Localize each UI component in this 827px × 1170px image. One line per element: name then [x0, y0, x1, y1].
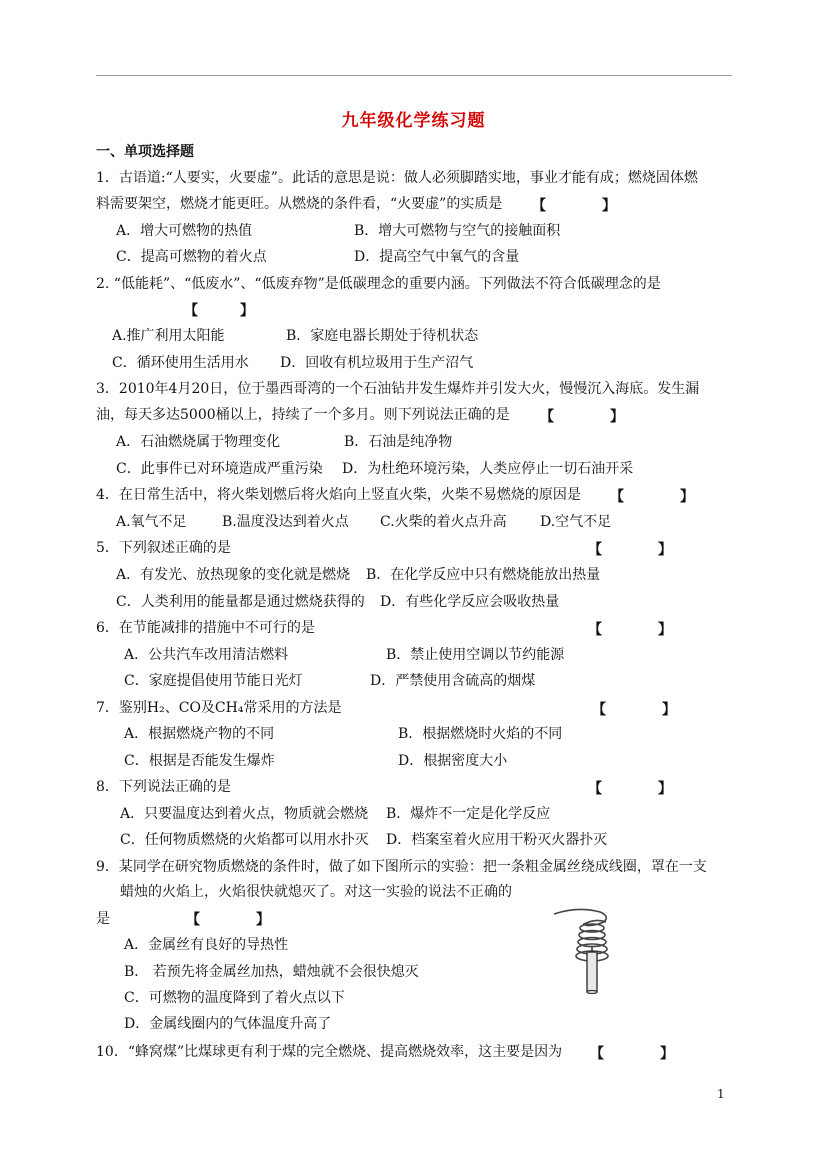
header-rule — [96, 75, 732, 76]
q3-option-d: D．为杜绝环境污染，人类应停止一切石油开采 — [342, 461, 634, 477]
q7-option-d: D．根据密度大小 — [398, 753, 508, 769]
q2-stem-line1: 2. “低能耗”、“低废水”、“低废弃物”是低碳理念的重要内涵。下列做法不符合低碳理念的是 — [96, 276, 661, 292]
q8-stem-line1: 8．下列说法正确的是 — [96, 779, 231, 795]
q3-option-b: B．石油是纯净物 — [344, 434, 453, 450]
q4-option-c: C.火柴的着火点升高 — [380, 514, 507, 530]
q7-option-a: A．根据燃烧产物的不同 — [124, 726, 275, 742]
q1-option-b: B．增大可燃物与空气的接触面积 — [354, 223, 561, 239]
q5-option-a: A．有发光、放热现象的变化就是燃烧 — [116, 567, 351, 583]
q9-stem-line2: 蜡烛的火焰上，火焰很快就熄灭了。对这一实验的说法不正确的 — [120, 884, 512, 900]
q6-option-b: B．禁止使用空调以节约能源 — [386, 647, 565, 663]
q9-option-a: A．金属丝有良好的导热性 — [124, 937, 289, 953]
q2-option-c: C．循环使用生活用水 — [112, 355, 249, 371]
q8-answer-bracket: 【 】 — [588, 781, 672, 797]
q7-option-b: B．根据燃烧时火焰的不同 — [398, 726, 563, 742]
q7-option-c: C．根据是否能发生爆炸 — [124, 753, 275, 769]
page-number: 1 — [717, 1087, 725, 1101]
q8-option-c: C．任何物质燃烧的火焰都可以用水扑灭 — [120, 832, 369, 848]
q1-option-c: C．提高可燃物的着火点 — [116, 249, 267, 265]
q9-option-d: D．金属线圈内的气体温度升高了 — [124, 1016, 332, 1032]
q8-option-d: D．档案室着火应用干粉灭火器扑灭 — [386, 832, 608, 848]
q5-stem-line1: 5．下列叙述正确的是 — [96, 540, 231, 556]
q10-stem-line1: 10．“蜂窝煤”比煤球更有利于煤的完全燃烧、提高燃烧效率，这主要是因为 — [96, 1044, 563, 1060]
q1-stem-line2: 料需要架空，燃烧才能更旺。从燃烧的条件看，“火要虚”的实质是 — [96, 196, 503, 212]
q9-stem-line3: 是 — [96, 911, 110, 927]
q9-option-b: B． 若预先将金属丝加热，蜡烛就不会很快熄灭 — [124, 964, 419, 980]
coil-candle-figure — [548, 902, 618, 998]
q7-stem-line1: 7．鉴别H₂、CO及CH₄常采用的方法是 — [96, 700, 342, 716]
q5-answer-bracket: 【 】 — [588, 542, 672, 558]
q5-option-b: B．在化学反应中只有燃烧能放出热量 — [366, 567, 601, 583]
q1-option-a: A．增大可燃物的热值 — [116, 223, 253, 239]
q2-option-b: B．家庭电器长期处于待机状态 — [286, 328, 479, 344]
q4-stem-line1: 4．在日常生活中，将火柴划燃后将火焰向上竖直火柴，火柴不易燃烧的原因是 — [96, 487, 581, 503]
q2-answer-bracket: 【 】 — [184, 303, 254, 319]
q4-answer-bracket: 【 】 — [610, 489, 694, 505]
q3-answer-bracket: 【 】 — [540, 409, 624, 425]
q6-answer-bracket: 【 】 — [588, 622, 672, 638]
q8-option-a: A．只要温度达到着火点，物质就会燃烧 — [120, 806, 369, 822]
q5-option-c: C．人类利用的能量都是通过燃烧获得的 — [116, 594, 365, 610]
q6-stem-line1: 6．在节能减排的措施中不可行的是 — [96, 620, 315, 636]
page-title: 九年级化学练习题 — [341, 111, 486, 131]
q4-option-d: D.空气不足 — [540, 514, 612, 530]
q1-answer-bracket: 【 】 — [532, 198, 616, 214]
q8-option-b: B．爆炸不一定是化学反应 — [386, 806, 551, 822]
q2-option-a: A.推广利用太阳能 — [112, 328, 225, 344]
q10-answer-bracket: 【 】 — [590, 1046, 674, 1062]
q9-stem-line1: 9．某同学在研究物质燃烧的条件时，做了如下图所示的实验：把一条粗金属丝绕成线圈，罩在一支 — [96, 859, 707, 875]
q4-option-a: A.氧气不足 — [116, 514, 187, 530]
q7-answer-bracket: 【 】 — [592, 702, 676, 718]
section-heading: 一、单项选择题 — [96, 144, 194, 160]
q3-option-a: A．石油燃烧属于物理变化 — [116, 434, 281, 450]
q3-stem-line2: 油，每天多达5000桶以上，持续了一个多月。则下列说法正确的是 — [96, 407, 510, 423]
q3-stem-line1: 3．2010年4月20日，位于墨西哥湾的一个石油钻井发生爆炸并引发大火，慢慢沉入海底。发生漏 — [96, 381, 700, 397]
q6-option-d: D．严禁使用含硫高的烟煤 — [370, 673, 536, 689]
q5-option-d: D．有些化学反应会吸收热量 — [380, 594, 560, 610]
q3-option-c: C．此事件已对环境造成严重污染 — [116, 461, 323, 477]
q9-option-c: C．可燃物的温度降到了着火点以下 — [124, 990, 345, 1006]
q2-option-d: D．回收有机垃圾用于生产沼气 — [280, 355, 474, 371]
q1-stem-line1: 1．古语道:“人要实，火要虚”。此话的意思是说：做人必须脚踏实地，事业才能有成；燃烧固体燃 — [96, 170, 698, 186]
q1-option-d: D．提高空气中氧气的含量 — [354, 249, 520, 265]
q6-option-a: A．公共汽车改用清洁燃料 — [124, 647, 289, 663]
q6-option-c: C．家庭提倡使用节能日光灯 — [124, 673, 303, 689]
q4-option-b: B.温度没达到着火点 — [222, 514, 349, 530]
q9-answer-bracket: 【 】 — [186, 912, 270, 928]
